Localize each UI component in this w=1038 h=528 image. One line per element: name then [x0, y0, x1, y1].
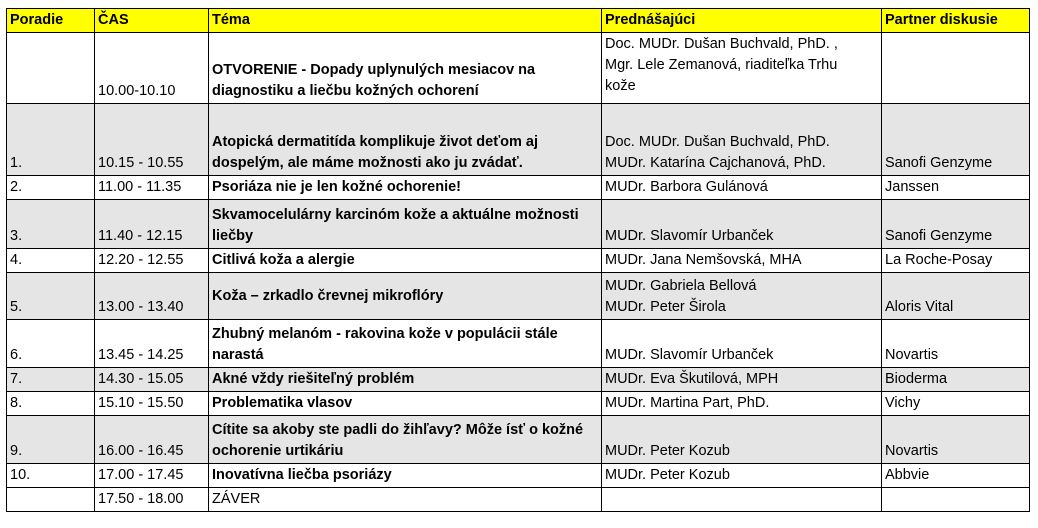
speakers-cell: [602, 488, 882, 512]
time-cell: 12.20 - 12.55: [95, 249, 209, 273]
order-cell: [7, 488, 95, 512]
table-row: [7, 368, 1030, 392]
speakers-cell: [602, 273, 882, 320]
order-cell: 1.: [7, 104, 95, 176]
partner-cell: Sanofi Genzyme: [882, 200, 1030, 249]
order-cell: 10.: [7, 464, 95, 488]
topic-cell: Problematika vlasov: [209, 392, 602, 416]
speakers-cell: [602, 416, 882, 464]
speaker-name: Mgr. Lele Zemanová, riaditeľka Trhu: [605, 57, 838, 73]
header-row: [7, 9, 1030, 33]
time-cell: 16.00 - 16.45: [95, 416, 209, 464]
partner-cell: Abbvie: [882, 464, 1030, 488]
order-cell: 5.: [7, 273, 95, 320]
partner-cell: Novartis: [882, 320, 1030, 368]
table-row: [7, 488, 1030, 512]
order-cell: 3.: [7, 200, 95, 249]
time-cell: 17.50 - 18.00: [95, 488, 209, 512]
partner-cell: Bioderma: [882, 368, 1030, 392]
topic-cell: Zhubný melanóm - rakovina kože v populácii stále narastá: [209, 320, 602, 368]
partner-cell: [882, 488, 1030, 512]
time-cell: 14.30 - 15.05: [95, 368, 209, 392]
speaker-name: MUDr. Martina Part, PhD.: [605, 395, 770, 411]
order-cell: 9.: [7, 416, 95, 464]
speakers-cell: [602, 176, 882, 200]
speaker-name: MUDr. Slavomír Urbanček: [605, 347, 774, 363]
partner-cell: Vichy: [882, 392, 1030, 416]
topic-cell: Atopická dermatitída komplikuje život deťom aj dospelým, ale máme možnosti ako ju zvádať.: [209, 104, 602, 176]
schedule-table: [6, 8, 1030, 512]
speaker-name: MUDr. Gabriela Bellová: [605, 278, 757, 294]
table-row: [7, 104, 1030, 176]
speakers-cell: [602, 249, 882, 273]
header-partner: Partner diskusie: [882, 9, 1030, 33]
topic-cell: OTVORENIE - Dopady uplynulých mesiacov na diagnostiku a liečbu kožných ochorení: [209, 33, 602, 104]
time-cell: 11.40 - 12.15: [95, 200, 209, 249]
order-cell: 7.: [7, 368, 95, 392]
speakers-cell: [602, 392, 882, 416]
partner-cell: Novartis: [882, 416, 1030, 464]
speakers-cell: [602, 368, 882, 392]
order-cell: 2.: [7, 176, 95, 200]
order-cell: 8.: [7, 392, 95, 416]
order-cell: 4.: [7, 249, 95, 273]
header-time: ČAS: [95, 9, 209, 33]
table-row: [7, 320, 1030, 368]
header-speakers: Prednášajúci: [602, 9, 882, 33]
speaker-name: MUDr. Peter Kozub: [605, 443, 730, 459]
topic-cell: Inovatívna liečba psoriázy: [209, 464, 602, 488]
header-order: Poradie: [7, 9, 95, 33]
partner-cell: [882, 33, 1030, 104]
speakers-cell: [602, 464, 882, 488]
table-row: [7, 392, 1030, 416]
order-cell: 6.: [7, 320, 95, 368]
order-cell: [7, 33, 95, 104]
speaker-name: MUDr. Barbora Gulánová: [605, 179, 768, 195]
time-cell: 10.15 - 10.55: [95, 104, 209, 176]
partner-cell: Aloris Vital: [882, 273, 1030, 320]
table-row: [7, 33, 1030, 104]
table-row: [7, 200, 1030, 249]
partner-cell: Sanofi Genzyme: [882, 104, 1030, 176]
topic-cell: Psoriáza nie je len kožné ochorenie!: [209, 176, 602, 200]
topic-cell: Skvamocelulárny karcinóm kože a aktuálne možnosti liečby: [209, 200, 602, 249]
speaker-name: MUDr. Jana Nemšovská, MHA: [605, 252, 802, 268]
time-cell: 17.00 - 17.45: [95, 464, 209, 488]
time-cell: 13.45 - 14.25: [95, 320, 209, 368]
time-cell: 11.00 - 11.35: [95, 176, 209, 200]
table-row: [7, 176, 1030, 200]
speaker-name: MUDr. Peter Kozub: [605, 467, 730, 483]
table-row: [7, 464, 1030, 488]
speaker-name: kože: [605, 78, 636, 94]
topic-cell: Akné vždy riešiteľný problém: [209, 368, 602, 392]
table-row: [7, 416, 1030, 464]
speaker-name: Doc. MUDr. Dušan Buchvald, PhD. ,: [605, 36, 838, 52]
partner-cell: La Roche-Posay: [882, 249, 1030, 273]
topic-cell: ZÁVER: [209, 488, 602, 512]
speaker-name: MUDr. Katarína Cajchanová, PhD.: [605, 155, 826, 171]
speakers-cell: [602, 33, 882, 104]
speakers-cell: [602, 320, 882, 368]
speaker-name: MUDr. Eva Škutilová, MPH: [605, 371, 779, 387]
speakers-cell: [602, 200, 882, 249]
time-cell: 13.00 - 13.40: [95, 273, 209, 320]
speakers-cell: [602, 104, 882, 176]
topic-cell: Koža – zrkadlo črevnej mikroflóry: [209, 273, 602, 320]
header-topic: Téma: [209, 9, 602, 33]
speaker-name: MUDr. Slavomír Urbanček: [605, 228, 774, 244]
table-row: [7, 273, 1030, 320]
time-cell: 10.00-10.10: [95, 33, 209, 104]
partner-cell: Janssen: [882, 176, 1030, 200]
time-cell: 15.10 - 15.50: [95, 392, 209, 416]
topic-cell: Citlivá koža a alergie: [209, 249, 602, 273]
topic-cell: Cítite sa akoby ste padli do žihľavy? Môže ísť o kožné ochorenie urtikáriu: [209, 416, 602, 464]
speaker-name: Doc. MUDr. Dušan Buchvald, PhD.: [605, 134, 830, 150]
speaker-name: MUDr. Peter Širola: [605, 299, 726, 315]
table-row: [7, 249, 1030, 273]
